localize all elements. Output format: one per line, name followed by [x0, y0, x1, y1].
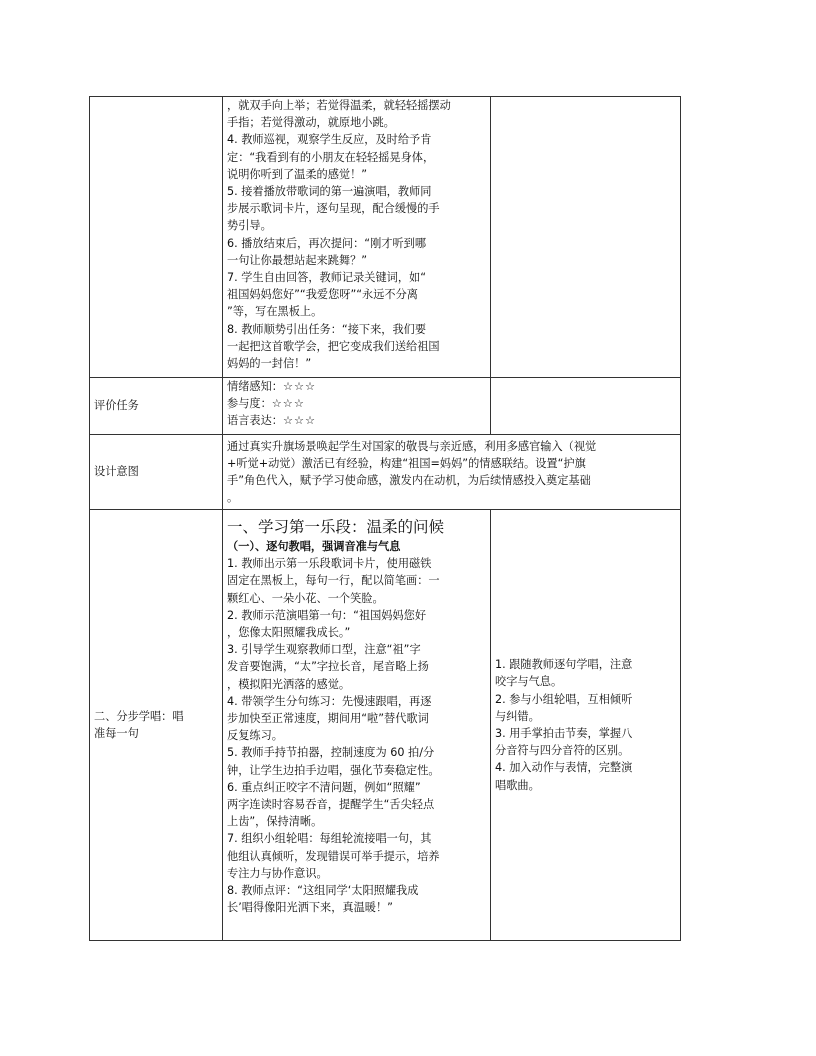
star-rating[interactable]: ☆☆☆ — [271, 397, 305, 411]
student-activity-cell — [491, 510, 681, 941]
text-line: 1. 教师出示第一乐段歌词卡片，使用磁铁 — [227, 557, 432, 571]
text-line: 4. 带领学生分句练习：先慢速跟唱，再逐 — [227, 694, 432, 708]
empty-cell — [491, 378, 681, 435]
section-subtitle: （一）、逐句教唱，强调音准与气息 — [227, 540, 401, 553]
text-line: 势引导。 — [227, 219, 272, 233]
text-line: 颗红心、一朵小花、一个笑脸。 — [227, 591, 384, 605]
table-row — [90, 435, 681, 510]
text-line: 一起把这首歌学会，把它变成我们送给祖国 — [227, 339, 440, 353]
text-line: 4. 加入动作与表情，完整演 — [495, 761, 633, 775]
text-line: 定：“我看到有的小朋友在轻轻摇晃身体， — [227, 150, 435, 164]
text-line: +听觉+动觉）激活已有经验，构建“祖国=妈妈”的情感联结。设置“护旗 — [227, 456, 586, 470]
text-line: 与纠错。 — [495, 709, 540, 723]
text-line: ，就双手向上举；若觉得温柔，就轻轻摇摆动 — [227, 99, 451, 112]
section-title: 一、学习第一乐段：温柔的问候 — [227, 518, 445, 536]
text-line: 唱歌曲。 — [495, 778, 540, 792]
student-activity-cell — [491, 97, 681, 378]
step-singing-label — [90, 510, 223, 941]
text-line: 8. 教师点评：“这组同学‘太阳照耀我成 — [227, 884, 419, 898]
text-line: 3. 用手掌拍击节奏，掌握八 — [495, 727, 633, 740]
lesson-plan-page — [89, 96, 680, 941]
text-line: 步展示歌词卡片，逐句呈现，配合缓慢的手 — [227, 202, 440, 216]
table-row — [90, 510, 681, 941]
evaluation-item-name: 情绪感知： — [227, 380, 283, 393]
text-line: 分音符与四分音符的区别。 — [495, 744, 630, 758]
text-line: 妈妈的一封信！” — [227, 357, 312, 371]
text-line: 发音要饱满，“太”字拉长音，尾音略上扬 — [227, 660, 429, 674]
text-line: ”等，写在黑板上。 — [227, 305, 323, 319]
text-line: 6. 播放结束后，再次提问：“刚才听到哪 — [227, 236, 427, 250]
text-line: ，您像太阳照耀我成长。” — [227, 626, 351, 640]
evaluation-item-name: 语言表达： — [227, 414, 283, 428]
evaluation-item — [227, 412, 486, 429]
text-line: 5. 接着播放带歌词的第一遍演唱，教师同 — [227, 185, 432, 199]
evaluation-label: 评价任务 — [90, 378, 223, 435]
text-line: 反复练习。 — [227, 729, 283, 743]
text-line: 咬字与气息。 — [495, 675, 563, 689]
text-line: 通过真实升旗场景唤起学生对国家的敬畏与亲近感，利用多感官输入（视觉 — [227, 439, 597, 453]
text-line: 8. 教师顺势引出任务：“接下来，我们要 — [227, 322, 427, 336]
text-line: 说明你听到了温柔的感觉！” — [227, 167, 368, 181]
star-rating[interactable]: ☆☆☆ — [282, 414, 317, 428]
text-line: 步加快至正常速度，期间用“啦”替代歌词 — [227, 712, 429, 726]
teaching-process-cell — [223, 97, 491, 378]
design-intent-label: 设计意图 — [90, 435, 223, 510]
text-line: 祖国妈妈您好”“我爱您呀”“永远不分离 — [227, 288, 418, 302]
text-line: 一句让你最想站起来跳舞？” — [227, 253, 368, 267]
row-label-cell — [90, 97, 223, 378]
text-line: 3. 引导学生观察教师口型，注意“祖”字 — [227, 643, 421, 657]
text-line: 固定在黑板上，每句一行，配以简笔画：一 — [227, 574, 440, 588]
text-line: 他组认真倾听，发现错误可举手提示，培养 — [227, 849, 440, 863]
text-line: 2. 教师示范演唱第一句：“祖国妈妈您好 — [227, 608, 427, 622]
text-line: 1. 跟随教师逐句学唱，注意 — [495, 658, 633, 672]
text-line: 6. 重点纠正咬字不清问题，例如“照耀” — [227, 780, 421, 794]
evaluation-item — [227, 395, 486, 412]
table-row — [90, 378, 681, 435]
star-rating[interactable]: ☆☆☆ — [282, 380, 317, 393]
evaluation-cell — [223, 378, 491, 435]
text-line: 7. 学生自由回答，教师记录关键词，如“ — [227, 271, 427, 285]
text-line: 手指；若觉得激动，就原地小跳。 — [227, 116, 395, 130]
teaching-process-cell — [223, 510, 491, 941]
text-line: 两字连读时容易吞音，提醒学生“舌尖轻点 — [227, 798, 435, 812]
text-line: 7. 组织小组轮唱：每组轮流接唱一句，其 — [227, 832, 432, 846]
text-line: 专注力与协作意识。 — [227, 866, 328, 880]
evaluation-item-name: 参与度： — [227, 397, 272, 411]
label-line: 二、分步学唱：唱 — [94, 709, 184, 723]
text-line: 手”角色代入，赋予学习使命感，激发内在动机，为后续情感投入奠定基础 — [227, 474, 591, 487]
design-intent-cell — [223, 435, 681, 510]
lesson-plan-table — [89, 96, 681, 941]
text-line: 钟，让学生边拍手边唱，强化节奏稳定性。 — [227, 763, 440, 777]
text-line: 4. 教师巡视，观察学生反应，及时给予肯 — [227, 133, 432, 147]
text-line: 。 — [227, 491, 239, 505]
text-line: 上齿”，保持清晰。 — [227, 815, 323, 829]
text-line: 2. 参与小组轮唱，互相倾听 — [495, 692, 633, 706]
table-row — [90, 97, 681, 378]
text-line: ，模拟阳光洒落的感觉。 — [227, 677, 351, 691]
evaluation-item — [227, 378, 486, 395]
label-line: 准每一句 — [94, 727, 139, 740]
text-line: 5. 教师手持节拍器，控制速度为 60 拍/分 — [227, 746, 435, 760]
text-line: 长’唱得像阳光洒下来，真温暖！” — [227, 901, 393, 915]
